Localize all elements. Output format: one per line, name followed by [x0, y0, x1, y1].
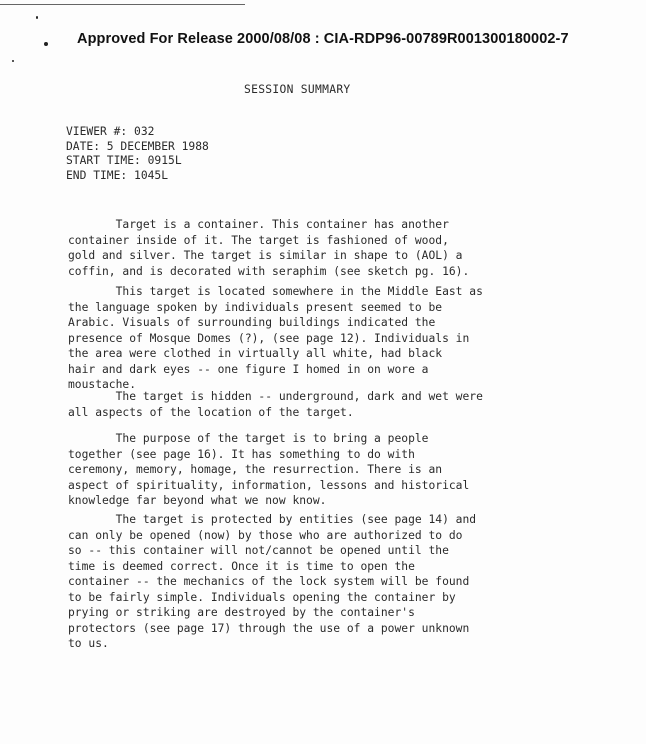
text-line: The target is hidden -- underground, dark and wet were	[68, 390, 483, 403]
scan-speck	[36, 16, 38, 19]
paragraph-4	[68, 431, 469, 509]
text-line: Arabic. Visuals of surrounding buildings indicated the	[68, 316, 436, 329]
text-line: Target is a container. This container has another	[68, 218, 449, 231]
text-line: the language spoken by individuals present seemed to be	[68, 300, 443, 314]
paragraph-3	[68, 389, 483, 420]
text-line: protectors (see page 17) through the use of a power unknown	[68, 621, 470, 635]
release-stamp: Approved For Release 2000/08/08 : CIA-RDP96-00789R001300180002-7	[77, 31, 569, 47]
text-line: The target is protected by entities (see page 14) and	[68, 513, 477, 526]
text-line: aspect of spirituality, information, lessons and historical	[68, 478, 470, 492]
text-line: to be fairly simple. Individuals opening the container by	[68, 590, 456, 604]
start-time: START TIME: 0915L	[66, 154, 182, 167]
text-line: container inside of it. The target is fashioned of wood,	[68, 233, 449, 247]
viewer-number: VIEWER #: 032	[66, 125, 155, 138]
text-line: time is deemed correct. Once it is time to open the	[68, 559, 415, 573]
scan-speck	[12, 60, 14, 62]
text-line: prying or striking are destroyed by the container's	[68, 606, 415, 619]
end-time: END TIME: 1045L	[66, 168, 169, 182]
text-line: to us.	[68, 637, 109, 650]
text-line: coffin, and is decorated with seraphim (see sketch pg. 16).	[68, 264, 470, 278]
text-line: gold and silver. The target is similar in shape to (AOL) a	[68, 249, 463, 262]
text-line: can only be opened (now) by those who are authorized to do	[68, 528, 463, 542]
session-meta	[66, 125, 209, 183]
text-line: all aspects of the location of the target.	[68, 405, 354, 419]
text-line: presence of Mosque Domes (?), (see page 12). Individuals in	[68, 331, 470, 345]
text-line: container -- the mechanics of the lock system will be found	[68, 575, 470, 588]
text-line: hair and dark eyes -- one figure I homed in on wore a	[68, 362, 429, 376]
text-line: The purpose of the target is to bring a people	[68, 432, 429, 445]
text-line: ceremony, memory, homage, the resurrection. There is an	[68, 463, 443, 476]
text-line: together (see page 16). It has something to do with	[68, 447, 415, 461]
text-line: knowledge far beyond what we now know.	[68, 494, 327, 507]
document-title: SESSION SUMMARY	[244, 83, 351, 96]
paragraph-1	[68, 217, 469, 279]
session-date: DATE: 5 DECEMBER 1988	[66, 139, 209, 153]
text-line: so -- this container will not/cannot be opened until the	[68, 544, 449, 557]
scan-top-rule	[0, 4, 245, 5]
text-line: the area were clothed in virtually all white, had black	[68, 347, 443, 360]
paragraph-2	[68, 284, 483, 393]
paragraph-5	[68, 512, 476, 652]
text-line: This target is located somewhere in the Middle East as	[68, 285, 483, 298]
text-line: moustache.	[68, 378, 137, 391]
scan-speck	[44, 42, 48, 46]
